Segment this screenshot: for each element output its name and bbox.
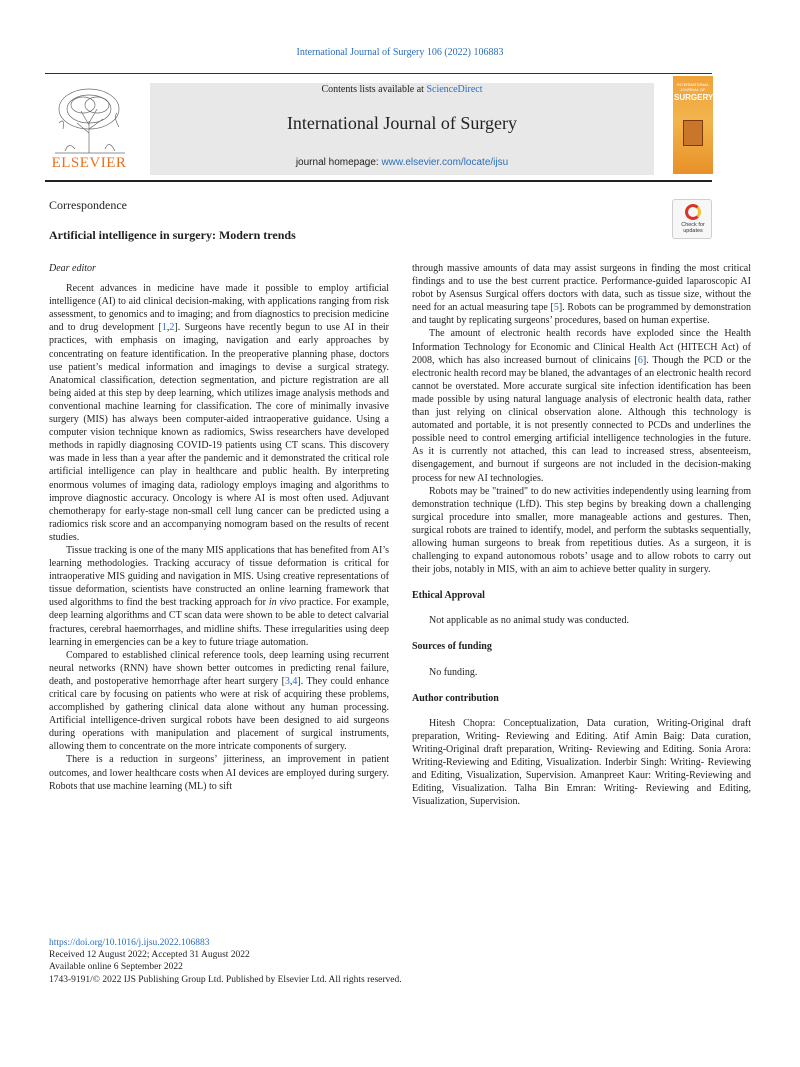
- left-column: [49, 262, 389, 793]
- ref-3-link[interactable]: 3: [284, 675, 290, 687]
- ethical-approval-text: Not applicable as no animal study was conducted.: [429, 615, 629, 627]
- cover-crest-icon: [683, 120, 703, 146]
- article-type: Correspondence: [49, 198, 127, 212]
- paragraph-7: Robots may be "trained" to do new activities independently using learning from demonstration technique (LfD). This step begins by breaking down a challenging surgical procedure into smaller, more manageable actions and gestures. Then, surgical robots are trained to identify, model, and perform the subtasks sequentially, allowing human surgeons to break from repetitious duties. As a surgeon, it is challenging to expand autonomous robots’ usage and to allow robots to carry out their jobs, notably in MIS, with an aim to achieve better quality in surgery.: [412, 485, 751, 576]
- homepage-line: journal homepage: www.elsevier.com/locate/ijsu: [295, 157, 509, 168]
- cover-title: SURGERY: [674, 93, 713, 102]
- article-title: Artificial intelligence in surgery: Modern trends: [49, 228, 296, 242]
- funding-heading: Sources of funding: [412, 641, 492, 653]
- header-rule-bottom: [45, 180, 712, 182]
- author-contribution-heading: Author contribution: [412, 692, 499, 704]
- journal-cover-image: [673, 76, 713, 174]
- paragraph-5: through massive amounts of data may assist surgeons in finding the most critical findings and to use the best current practice. Performance-guided laparoscopic AI robot by Asensus Surgical offers doctors with data, such as tissue size, without the need for an actual measuring tape [5]. Robots can be programmed by demonstration and taught by replicating surgeons’ procedures, based on human expertise.: [412, 263, 751, 327]
- author-contribution-text: Hitesh Chopra: Conceptualization, Data curation, Writing-Original draft preparation, Writing- Reviewing and Editing. Atif Amin Baig: Data curation, Writing-Original draft preparation, Writing- Reviewing and Editing. Sonia Arora: Writing-Reviewing and Editing, Visualization. Inderbir Singh: Writing- Reviewing and Editing, Visualization, Supervision. Amanpreet Kaur: Writing-Reviewing and Editing, Visualization. Talha Bin Emran: Writing- Reviewing and Editing, Visualization, Supervision.: [412, 717, 751, 808]
- ref-6-link[interactable]: 6: [637, 354, 643, 366]
- doi-link[interactable]: https://doi.org/10.1016/j.ijsu.2022.106883: [49, 938, 210, 948]
- paragraph-2: Tissue tracking is one of the many MIS applications that has benefited from AI’s learning methodologies. Tracking accuracy of tissue deformation is critical for intraoperative MIS guiding and navigation in MIS. Using creative representations of tissue deformation, scientists have constructed an online learning framework that used algorithms to find the best tracking approach for in vivo practice. For example, deep learning algorithms and CT scan data were shown to be able to detect calvarial fractures, cerebral haemorrhages, and midline shifts. These irregularities using deep learning in emergencies can be a key to future triage automation.: [49, 544, 389, 648]
- article-footer: [49, 937, 549, 986]
- paragraph-3: Compared to established clinical reference tools, deep learning using recurrent neural networks (RNN) have shown better outcomes in predicting renal failure, death, and postoperative hemorrhage after heart surgery [3,4]. They could enhance critical care by focusing on patients who were at risk of acquiring these problems, accomplished by gathering clinical data alone without any human processing. Artificial intelligence-driven surgical robots have been designed to aid surgeons during operations with manipulation and placement of surgical instruments, allowing them to concentrate on the more intricate components of surgery.: [49, 649, 389, 753]
- cover-subtitle: INTERNATIONAL JOURNAL OF: [677, 82, 709, 92]
- running-head[interactable]: International Journal of Surgery 106 (2022) 106883: [296, 47, 504, 58]
- available-online: Available online 6 September 2022: [49, 962, 183, 973]
- ref-2-link[interactable]: 2: [169, 322, 175, 334]
- salutation: Dear editor: [49, 263, 96, 274]
- sciencedirect-link[interactable]: ScienceDirect: [426, 84, 483, 95]
- received-dates: Received 12 August 2022; Accepted 31 August 2022: [49, 950, 250, 961]
- ref-1-link[interactable]: 1: [161, 322, 167, 334]
- publisher-name: ELSEVIER: [51, 155, 127, 171]
- check-for-updates-button[interactable]: [672, 199, 712, 239]
- paragraph-1: Recent advances in medicine have made it possible to employ artificial intelligence (AI) to aid clinical decision-making, with applications ranging from risk assessment, to genomics and to imaging; and from diagnostics to precision medicine and to drug development [1,2]. Surgeons have recently begun to use AI in their practices, with emphasis on imaging, navigation and early approaches by concentrating on feature identification. In the preoperative planning phase, doctors use patient’s medical information and imagings to devise a surgical strategy. Anatomical classification, detection segmentation, and picture registration are all being aided at this step by deep learning, which utilizes image analysis methods and conventional machine learning for classification. The core of minimally invasive surgery (MIS) has always been computer-aided intraoperative guidance. Using a computer vision technique known as radiomics, Swiss researchers have developed methods in rapidly diagnosing COVID-19 patients using CT scans. This discovery was made in less than a year after the pandemic and it demonstrated the critical role artificial intelligence can play in healthcare and public health. By interpreting enormous volumes of imaging data, radiology employs imaging and algorithms to improve diagnostic accuracy. Oncology is where AI is most often used. Adjuvant chemotherapy for early-stage non-small cell lung cancer can be predicted using a radiomics risk score and an accompanying nomogram based on the results of recent studies.: [49, 283, 389, 543]
- ethical-approval-heading: Ethical Approval: [412, 590, 485, 602]
- journal-title: International Journal of Surgery: [286, 113, 518, 133]
- funding-text: No funding.: [429, 666, 478, 678]
- copyright-line: 1743-9191/© 2022 IJS Publishing Group Ltd. Published by Elsevier Ltd. All rights reserved.: [49, 974, 402, 985]
- badge-label: Check for updates: [681, 222, 705, 234]
- header-rule-top: [45, 73, 712, 74]
- paragraph-4: There is a reduction in surgeons’ jitteriness, an improvement in patient outcomes, and lower healthcare costs when AI devices are employed during surgery. Robots that use machine learning (ML) to sift: [49, 754, 389, 792]
- ref-5-link[interactable]: 5: [553, 302, 559, 314]
- right-column: [412, 262, 751, 808]
- journal-homepage-link[interactable]: www.elsevier.com/locate/ijsu: [381, 157, 509, 168]
- update-check-icon: [685, 204, 701, 220]
- contents-line: Contents lists available at ScienceDirect: [321, 84, 483, 95]
- paragraph-6: The amount of electronic health records have exploded since the Health Information Technology for Economic and Clinical Health Act (HITECH Act) of 2008, which has also increased burnout of clinicains [6]. Though the PCD or the electronic health record may be blaned, the advantages of an electronic health record cannot be overstated. More accurate surgical site infection identification has been made possible by using natural language analysis of electronic health data, rather than just relying on clinical observation alone. Although this technology is automated and portable, it is not presently connected to PCDs and underlines the possible need to control emerging artificial intelligence technologies in the future. As it is currently not attached, this can lead to increased stress, absenteeism, disengagement, and burnout if surgeons are not included in the decision-making process for new AI technologies.: [412, 328, 751, 484]
- ref-4-link[interactable]: 4: [292, 675, 298, 687]
